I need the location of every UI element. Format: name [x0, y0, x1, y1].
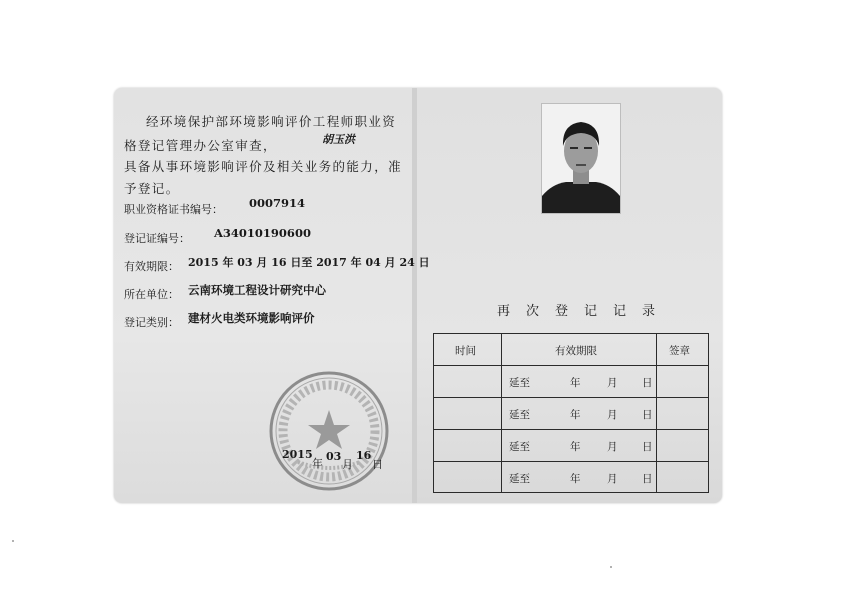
- row-1-year-unit: 年: [570, 377, 581, 389]
- header-time: 时间: [455, 345, 476, 357]
- row-3-year-unit: 年: [570, 441, 581, 453]
- header-seal: 签章: [669, 345, 690, 357]
- field-label-validity: 有效期限：: [124, 260, 179, 273]
- scan-speck: [12, 540, 14, 542]
- statement-line-4: 予登记。: [124, 181, 180, 196]
- row-3-day-unit: 日: [642, 441, 653, 453]
- table-border-right: [708, 333, 709, 493]
- statement-line-2: 格登记管理办公室审查，: [124, 138, 277, 153]
- header-validity: 有效期限: [555, 345, 597, 357]
- issue-day: 16: [356, 449, 372, 462]
- field-label-cert-number: 职业资格证书编号：: [124, 203, 223, 216]
- row-4-year-unit: 年: [570, 473, 581, 485]
- table-col-divider-1: [501, 333, 502, 493]
- row-2-extend: 延至: [509, 409, 530, 421]
- row-3-extend: 延至: [509, 441, 530, 453]
- statement-line-1: 经环境保护部环境影响评价工程师职业资: [146, 114, 397, 129]
- holder-name: 胡玉洪: [322, 133, 355, 146]
- field-value-validity: 2015 年 03 月 16 日至 2017 年 04 月 24 日: [188, 256, 430, 269]
- row-2-day-unit: 日: [642, 409, 653, 421]
- table-border-left: [433, 333, 434, 493]
- field-value-unit: 云南环境工程设计研究中心: [188, 283, 326, 297]
- scan-speck: [610, 566, 612, 568]
- field-value-cert-number: 0007914: [249, 196, 306, 210]
- table-border-top: [433, 333, 709, 334]
- holder-photo: [541, 103, 621, 214]
- register-record-table: [433, 333, 709, 493]
- row-4-extend: 延至: [509, 473, 530, 485]
- table-row-divider-2: [433, 397, 709, 398]
- field-value-registration-number: A34010190600: [214, 226, 311, 240]
- row-2-month-unit: 月: [607, 409, 618, 421]
- official-seal: [268, 370, 390, 492]
- row-1-day-unit: 日: [642, 377, 653, 389]
- table-row-divider-1: [433, 365, 709, 366]
- table-row-divider-4: [433, 461, 709, 462]
- row-3-month-unit: 月: [607, 441, 618, 453]
- issue-year-unit: 年: [312, 457, 323, 470]
- issue-day-unit: 日: [372, 458, 383, 471]
- field-label-unit: 所在单位：: [124, 288, 179, 301]
- table-col-divider-2: [656, 333, 657, 493]
- issue-year: 2015: [282, 448, 313, 461]
- issue-month-unit: 月: [342, 458, 353, 471]
- row-1-month-unit: 月: [607, 377, 618, 389]
- row-4-month-unit: 月: [607, 473, 618, 485]
- row-2-year-unit: 年: [570, 409, 581, 421]
- issue-month: 03: [326, 450, 342, 463]
- row-4-day-unit: 日: [642, 473, 653, 485]
- row-1-extend: 延至: [509, 377, 530, 389]
- portrait-image: [542, 104, 620, 213]
- register-record-title: 再次登记记录: [497, 304, 672, 319]
- table-border-bottom: [433, 492, 709, 493]
- statement-line-3: 具备从事环境影响评价及相关业务的能力，准: [124, 159, 403, 174]
- field-value-category: 建材火电类环境影响评价: [188, 311, 315, 325]
- field-label-registration-number: 登记证编号：: [124, 232, 190, 245]
- field-label-category: 登记类别：: [124, 316, 179, 329]
- table-row-divider-3: [433, 429, 709, 430]
